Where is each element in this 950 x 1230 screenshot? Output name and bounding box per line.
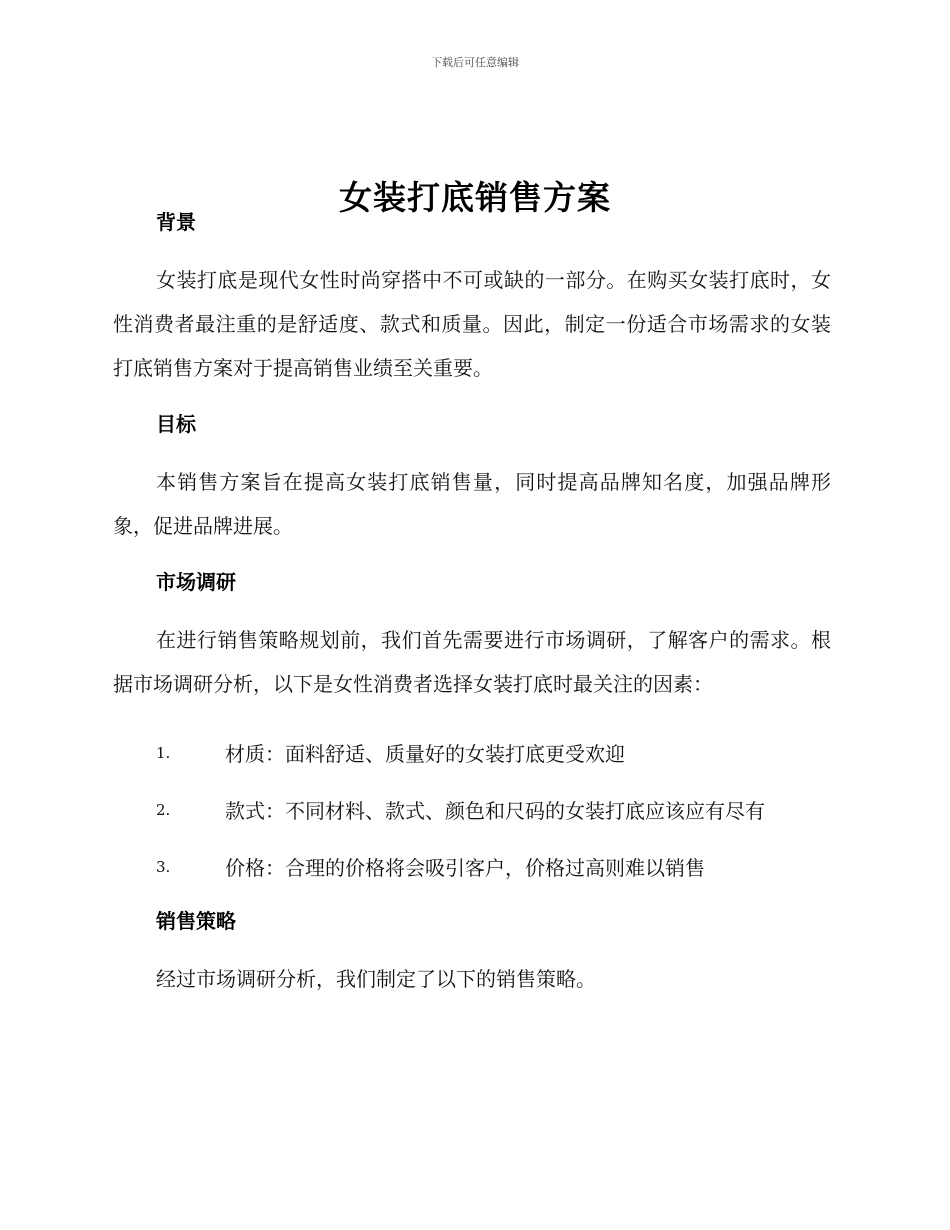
goal-paragraph: 本销售方案旨在提高女装打底销售量，同时提高品牌知名度，加强品牌形象，促进品牌进展。 bbox=[113, 470, 831, 538]
factor-list bbox=[113, 724, 831, 895]
list-item bbox=[113, 724, 831, 781]
market-research-paragraph: 在进行销售策略规划前，我们首先需要进行市场调研，了解客户的需求。根据市场调研分析，以下是女性消费者选择女装打底时最关注的因素： bbox=[113, 628, 831, 696]
background-paragraph: 女装打底是现代女性时尚穿搭中不可或缺的一部分。在购买女装打底时，女性消费者最注重的是舒适度、款式和质量。因此，制定一份适合市场需求的女装打底销售方案对于提高销售业绩至关重要。 bbox=[113, 268, 831, 380]
document-body bbox=[113, 206, 831, 1019]
section-heading-goal: 目标 bbox=[156, 412, 196, 436]
list-item-text: 价格：合理的价格将会吸引客户，价格过高则难以销售 bbox=[225, 856, 705, 880]
list-item-number: 1. bbox=[156, 743, 171, 762]
list-item bbox=[113, 781, 831, 838]
list-item-text: 材质：面料舒适、质量好的女装打底更受欢迎 bbox=[225, 742, 625, 766]
sales-strategy-paragraph: 经过市场调研分析，我们制定了以下的销售策略。 bbox=[156, 967, 596, 991]
list-item-number: 2. bbox=[156, 800, 171, 819]
list-item-text: 款式：不同材料、款式、颜色和尺码的女装打底应该应有尽有 bbox=[225, 799, 765, 823]
list-item bbox=[113, 838, 831, 895]
section-heading-market-research: 市场调研 bbox=[156, 570, 236, 594]
list-item-number: 3. bbox=[156, 857, 171, 876]
document-title: 女装打底销售方案 bbox=[339, 178, 611, 218]
header-note: 下载后可任意编辑 bbox=[431, 56, 519, 69]
section-heading-sales-strategy: 销售策略 bbox=[156, 909, 236, 933]
section-heading-background: 背景 bbox=[156, 210, 196, 234]
